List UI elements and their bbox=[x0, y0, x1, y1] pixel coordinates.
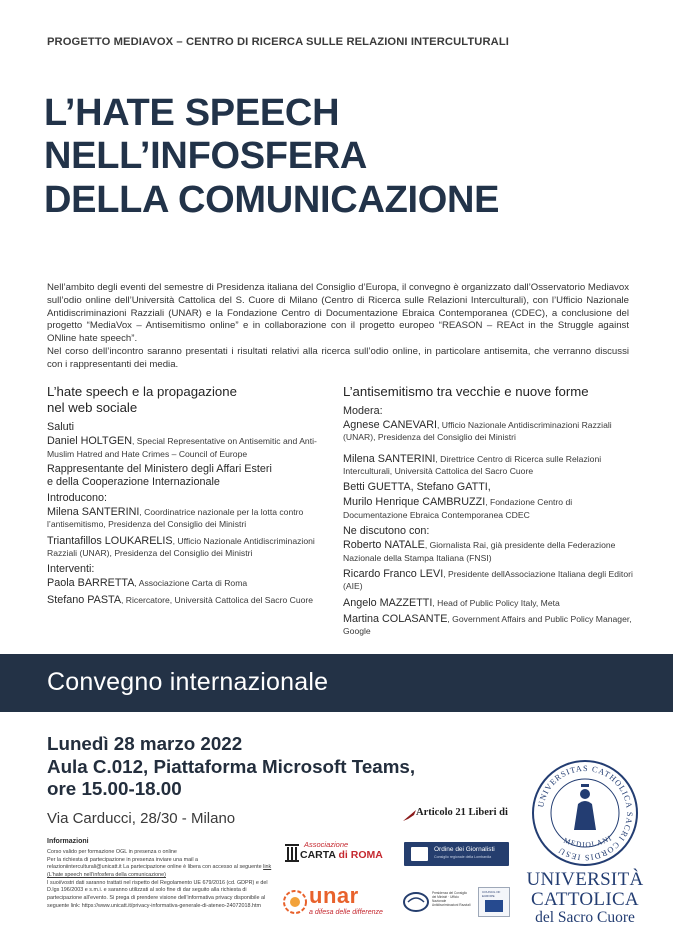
speaker-role: , Presidente dellAssociazione Italiana degli Editori (AIE) bbox=[343, 568, 633, 592]
seal-figure-icon bbox=[574, 784, 596, 830]
event-date: Lunedì 28 marzo 2022 bbox=[47, 733, 243, 754]
seal-ring-textpath: UNIVERSITAS CATHOLICA SACRI CORDIS IESU bbox=[536, 763, 635, 863]
unar-word: unar bbox=[309, 883, 359, 908]
session-title: L’antisemitismo tra vecchie e nuove forme bbox=[343, 384, 589, 399]
speaker-name: Triantafillos LOUKARELIS bbox=[47, 534, 173, 547]
speaker-name: e della Cooperazione Internazionale bbox=[47, 475, 220, 488]
title-line: NELL’INFOSFERA bbox=[44, 135, 368, 178]
speaker-name: Roberto NATALE bbox=[343, 539, 425, 552]
speaker-entry bbox=[343, 567, 633, 594]
speaker-name: Murilo Henrique CAMBRUZZI bbox=[343, 496, 486, 509]
column-icon bbox=[284, 842, 300, 864]
speaker-name: Martina COLASANTE bbox=[343, 612, 448, 625]
speaker-entry bbox=[47, 593, 329, 607]
speaker-name: Ricardo Franco LEVI bbox=[343, 567, 444, 580]
carta-word: CARTA bbox=[300, 849, 339, 861]
info-line: Corso valido per formazione OGL in presenza o online bbox=[47, 848, 177, 855]
speaker-role: , Ricercatore, Università Cattolica del Sacro Cuore bbox=[121, 594, 314, 605]
intro-text bbox=[47, 282, 629, 371]
left-program-column bbox=[47, 384, 329, 609]
roma-word: di ROMA bbox=[338, 849, 383, 861]
speaker-role: , Ufficio Nazionale Antidiscriminazioni Razziali (UNAR), Presidenza del Consiglio dei Ministri bbox=[343, 420, 612, 443]
carta-text bbox=[300, 849, 383, 861]
carta-text: Associazione bbox=[304, 840, 349, 849]
council-of-europe-logo bbox=[478, 887, 510, 917]
speaker-role: , Government Affairs and Public Policy Manager, Google bbox=[343, 613, 632, 637]
speaker-name: Daniel HOLTGEN bbox=[47, 435, 132, 448]
speaker-entry bbox=[47, 534, 329, 561]
articolo21-logo bbox=[402, 806, 514, 824]
speaker-entry bbox=[47, 576, 329, 590]
speaker-entry bbox=[47, 505, 329, 532]
unar-tagline: a difesa delle differenze bbox=[309, 909, 383, 916]
event-address: Via Carducci, 28/30 - Milano bbox=[47, 810, 236, 827]
session-title-line: nel web sociale bbox=[47, 400, 138, 416]
session-title-line: L’hate speech e la propagazione bbox=[47, 384, 237, 399]
speaker-role: , Ufficio Nazionale Antidiscriminazioni Razziali (UNAR), Presidenza del Consiglio dei Ministri bbox=[47, 535, 315, 558]
speaker-entry bbox=[343, 452, 633, 479]
speaker-name: Agnese CANEVARI bbox=[343, 419, 438, 432]
speaker-role: , Coordinatrice nazionale per la lotta contro l’antisemitismo, Presidenza del Consiglio dei Ministri bbox=[47, 506, 304, 530]
info-heading: Informazioni bbox=[47, 838, 89, 845]
info-line bbox=[47, 857, 272, 880]
university-seal bbox=[530, 758, 640, 868]
interventi-label: Interventi: bbox=[47, 563, 95, 576]
speaker-name: Paola BARRETTA bbox=[47, 577, 135, 590]
speaker-entry bbox=[343, 538, 633, 565]
speaker-entry bbox=[343, 612, 633, 639]
speaker-name: Milena SANTERINI bbox=[47, 505, 140, 518]
odg-subtext: Consiglio regionale della Lombardia bbox=[434, 855, 492, 859]
presidenza-logo bbox=[402, 887, 474, 917]
univ-line: CATTOLICA bbox=[531, 888, 639, 910]
speaker-name: Milena SANTERINI bbox=[343, 452, 436, 465]
unar-emblem-icon bbox=[282, 887, 308, 917]
coe-text: COUNCIL OF EUROPE bbox=[482, 890, 501, 898]
saluti-label: Saluti bbox=[47, 421, 75, 434]
speaker-entry bbox=[343, 495, 633, 522]
univ-line: del Sacro Cuore bbox=[535, 908, 635, 926]
banner-text: Convegno internazionale bbox=[47, 668, 329, 696]
info-block bbox=[47, 837, 272, 910]
intro-paragraph: Nell’ambito degli eventi del semestre di Presidenza italiana del Consiglio d’Europa, il convegno è organizzato dall’Osservatorio Mediavox sull’odio online dell’Università Cattolica del S. Cuore di Milano (Centro di Ricerca sulle Relazioni Interculturali), con l’Ufficio Nazionale Antidiscriminazioni Razziali (UNAR) e la Fondazione Centro di Documentazione Ebraica Contemporanea (CDEC), a conclusione del progetto “MediaVox – Antisemitismo online” e in collaborazione con il progetto europeo “REASON – REAct in the Struggle against ONline hate speech”. bbox=[47, 282, 629, 344]
registration-link[interactable]: link (L’hate speech nell’infosfera della comunicazione) bbox=[47, 864, 272, 878]
title-line: L’HATE SPEECH bbox=[44, 92, 340, 134]
speaker-name: Rappresentante del Ministero degli Affari Esteri bbox=[47, 462, 272, 475]
seal-bottom-textpath: MEDIOLANI bbox=[562, 833, 614, 850]
university-name bbox=[522, 870, 648, 926]
unar-logo bbox=[282, 885, 392, 919]
discutono-label: Ne discutono con: bbox=[343, 525, 430, 538]
speaker-role: , Special Representative on Antisemitic and Anti-Muslim Hatred and Hate Crimes – Council of Europe bbox=[47, 436, 317, 459]
session-title bbox=[47, 384, 329, 416]
page-title bbox=[44, 92, 604, 222]
speaker-role: , Giornalista Rai, già presidente della Federazione Nazionale della Stampa Italiana (FNSI) bbox=[343, 540, 616, 563]
speaker-name: Stefano PASTA bbox=[47, 593, 122, 606]
presidenza-text: Presidenza del Consiglio dei Ministri · Ufficio Nazionale Antidiscriminazioni Razziali bbox=[432, 891, 471, 908]
odg-text: Ordine dei Giornalisti bbox=[434, 846, 495, 853]
speaker-entry bbox=[343, 418, 633, 445]
speaker-entry bbox=[343, 596, 633, 610]
project-header: PROGETTO MEDIAVOX – CENTRO DI RICERCA SULLE RELAZIONI INTERCULTURALI bbox=[47, 36, 509, 48]
speaker-entry bbox=[47, 434, 329, 461]
speaker-entry bbox=[47, 463, 329, 489]
univ-line: UNIVERSITÀ bbox=[526, 869, 644, 890]
event-venue: Aula C.012, Piattaforma Microsoft Teams, bbox=[47, 755, 416, 777]
ordine-giornalisti-logo bbox=[404, 842, 509, 866]
eu-flag-icon bbox=[485, 900, 503, 912]
speaker-role: , Head of Public Policy Italy, Meta bbox=[432, 597, 560, 608]
carta-di-roma-logo bbox=[284, 840, 394, 864]
title-line: DELLA COMUNICAZIONE bbox=[44, 178, 500, 221]
info-text: Per la richiesta di partecipazione in presenza inviare una mail a relazioniinterculturali@unicatt.it La partecipazione online è libera con accesso al seguente bbox=[47, 856, 264, 871]
event-details bbox=[47, 733, 415, 801]
italian-emblem-icon bbox=[402, 889, 430, 915]
modera-label: Modera: bbox=[343, 405, 383, 418]
event-time: ore 15.00-18.00 bbox=[47, 778, 182, 800]
event-banner bbox=[0, 654, 673, 712]
articolo21-text: Articolo 21 Liberi di bbox=[416, 807, 508, 818]
right-program-column bbox=[343, 384, 633, 641]
odg-emblem-icon bbox=[411, 847, 428, 861]
speaker-role: , Direttrice Centro di Ricerca sulle Relazioni Interculturali, Università Cattolica del Sacro Cuore bbox=[343, 453, 602, 477]
seal-bottom-text bbox=[562, 833, 613, 849]
privacy-note: I suoi/vostri dati saranno trattati nel rispetto del Regolamento UE 679/2016 (cd. GDPR) e del D.lgs 196/2003 e s.m.i. e saranno utilizzati al solo fine di dar seguito alla richiesta di partecipazione all’evento. Si prega di prendere visione dell’informativa privacy disponibile al seguente link: https://www.unicatt.it/privacy-informativa-generale-di-ateneo-24072018.htm bbox=[47, 879, 268, 909]
speaker-name: Angelo MAZZETTI bbox=[343, 596, 433, 609]
intro-paragraph: Nel corso dell’incontro saranno presentati i risultati relativi alla ricerca sull’odio online, in particolare antisemita, che verranno discussi con i rappresentanti dei media. bbox=[47, 345, 629, 370]
introducono-label: Introducono: bbox=[47, 491, 108, 504]
speaker-role: , Fondazione Centro di Documentazione Ebraica Contemporanea CDEC bbox=[343, 497, 573, 520]
speaker-role: , Associazione Carta di Roma bbox=[134, 578, 248, 589]
speaker-name: Betti GUETTA, Stefano GATTI, bbox=[343, 480, 491, 493]
